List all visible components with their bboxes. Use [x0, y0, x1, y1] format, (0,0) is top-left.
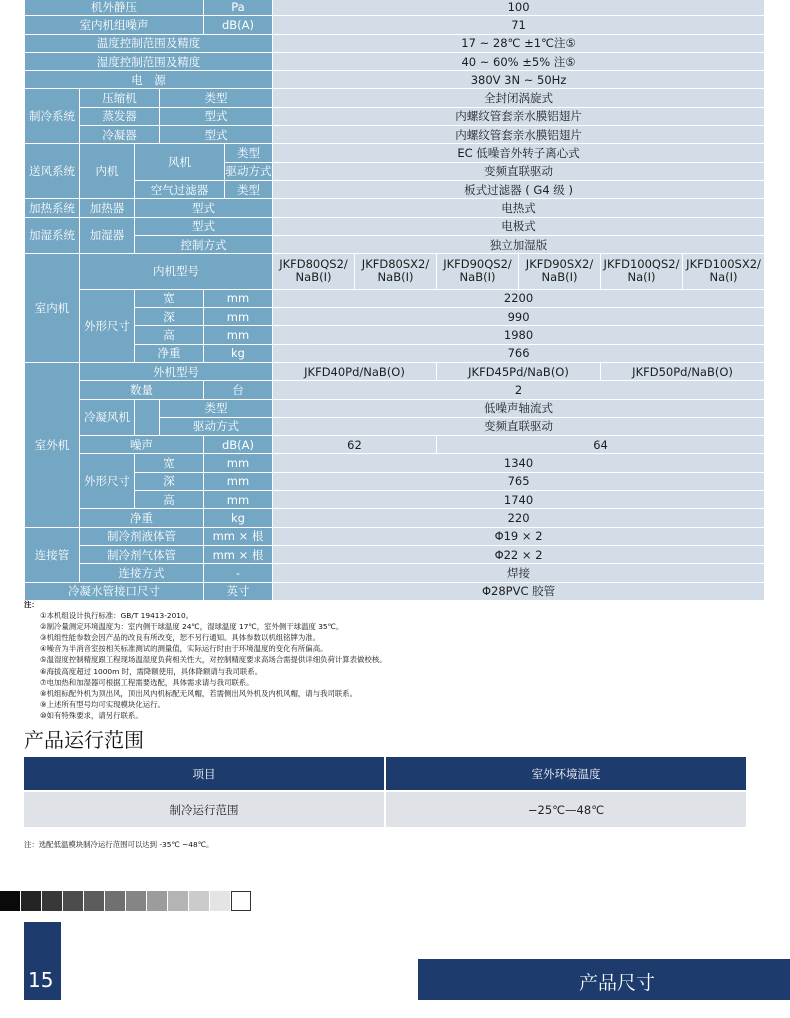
note-item: ③机组性能参数会因产品的改良有所改变，恕不另行通知。具体参数以机组铭牌为准。 — [40, 633, 321, 643]
cell-value: 220 — [273, 509, 765, 527]
note-item: ①本机组设计执行标准：GB/T 19413-2010。 — [40, 611, 194, 621]
table-row — [25, 107, 765, 125]
indoor-model: JKFD100SX2/ Na(I) — [683, 254, 765, 290]
cell-value: 100 — [273, 0, 765, 16]
cell-key: 驱动方式 — [160, 417, 273, 435]
cell-label: 数量 — [80, 381, 204, 399]
cell-label: 冷凝器 — [80, 126, 160, 144]
cell-value: 2200 — [273, 289, 765, 307]
cell-value: 板式过滤器 ( G4 级 ) — [273, 180, 765, 198]
table-row — [25, 472, 765, 490]
cell-value: 17 ~ 28℃ ±1℃注⑤ — [273, 34, 765, 52]
section-title: 产品运行范围 — [24, 728, 144, 752]
group-connecting-pipe: 连接管 — [25, 527, 80, 582]
cell-label: 噪声 — [80, 436, 204, 454]
cell-key: 类型 — [225, 144, 273, 162]
cell-label: 风机 — [135, 144, 225, 181]
cell-value: Φ22 × 2 — [273, 545, 765, 563]
cell-label: 连接方式 — [80, 564, 204, 582]
cell-unit: mm — [204, 472, 273, 490]
cell-value: 低噪声轴流式 — [273, 399, 765, 417]
table-row — [25, 491, 765, 509]
cell-value: 2 — [273, 381, 765, 399]
cell-label: 压缩机 — [80, 89, 160, 107]
note-item: ⑦电加热和加湿器可根据工程需要选配，具体需求请与我司联系。 — [40, 677, 254, 687]
table-row — [25, 71, 765, 89]
column-header: 室外环境温度 — [385, 757, 746, 790]
cell-key: 型式 — [160, 107, 273, 125]
group-cooling: 制冷系统 — [25, 89, 80, 144]
table-row — [24, 792, 746, 827]
table-row — [25, 564, 765, 582]
cell-key: 类型 — [160, 399, 273, 417]
note-item: ②制冷量测定环境温度为：室内侧干球温度 24℃，湿球温度 17℃，室外侧干球温度 35℃。 — [40, 622, 344, 632]
cell-label: 机外静压 — [25, 0, 204, 16]
cell-label: 制冷剂气体管 — [80, 545, 204, 563]
swatch — [210, 891, 230, 911]
cell-label: 冷凝水管接口尺寸 — [25, 582, 204, 600]
cell-value: 独立加湿版 — [273, 235, 765, 253]
table-row — [25, 582, 765, 600]
table-row — [25, 16, 765, 34]
indoor-model: JKFD100QS2/ Na(I) — [601, 254, 683, 290]
cell-value: 全封闭涡旋式 — [273, 89, 765, 107]
cell-value: −25℃—48℃ — [385, 792, 746, 827]
indoor-model: JKFD80QS2/ NaB(I) — [273, 254, 355, 290]
table-row — [25, 527, 765, 545]
cell-label: 制冷剂液体管 — [80, 527, 204, 545]
range-note: 注：选配低温模块制冷运行范围可以达到 -35℃ ~48℃。 — [24, 840, 214, 849]
table-row — [25, 399, 765, 417]
cell-key: 高 — [135, 326, 204, 344]
table-row — [25, 52, 765, 70]
table-row — [25, 144, 765, 162]
cell-value: Φ28PVC 胶管 — [273, 582, 765, 600]
cell-spacer — [135, 399, 160, 436]
indoor-model: JKFD90SX2/ NaB(I) — [519, 254, 601, 290]
notes — [24, 599, 387, 721]
cell-value: 1980 — [273, 326, 765, 344]
cell-label: 冷凝风机 — [80, 399, 135, 436]
cell-value: 变频直联驱动 — [273, 162, 765, 180]
table-row — [25, 235, 765, 253]
swatch — [231, 891, 251, 911]
cell-value: 40 ~ 60% ±5% 注⑤ — [273, 52, 765, 70]
cell-key: 净重 — [80, 509, 204, 527]
swatch — [126, 891, 146, 911]
cell-key: 宽 — [135, 454, 204, 472]
cell-label: 空气过滤器 — [135, 180, 225, 198]
cell-label: 制冷运行范围 — [24, 792, 385, 827]
table-row — [25, 326, 765, 344]
cell-value: EC 低噪音外转子离心式 — [273, 144, 765, 162]
spec-table — [24, 0, 765, 601]
table-row — [25, 0, 765, 16]
cell-unit: 英寸 — [204, 582, 273, 600]
group-outdoor-unit: 室外机 — [25, 362, 80, 527]
cell-key: 控制方式 — [135, 235, 273, 253]
cell-value: 62 — [273, 436, 437, 454]
cell-value: 766 — [273, 344, 765, 362]
cell-label: 电 源 — [25, 71, 273, 89]
cell-value: 380V 3N ~ 50Hz — [273, 71, 765, 89]
swatch — [189, 891, 209, 911]
cell-value: 1740 — [273, 491, 765, 509]
cell-key: 类型 — [225, 180, 273, 198]
cell-key: 高 — [135, 491, 204, 509]
table-row — [25, 289, 765, 307]
page-number: 15 — [28, 968, 54, 992]
cell-value: 71 — [273, 16, 765, 34]
cell-unit: kg — [204, 344, 273, 362]
cell-key: 驱动方式 — [225, 162, 273, 180]
cell-value: 焊接 — [273, 564, 765, 582]
cell-label: 外机型号 — [80, 362, 273, 380]
note-item: ⑧机组标配外机为顶出风，顶出风内机标配无风帽，若需侧出风外机及内机风帽，请与我司联系。 — [40, 688, 358, 698]
cell-label: 蒸发器 — [80, 107, 160, 125]
outdoor-model: JKFD40Pd/NaB(O) — [273, 362, 437, 380]
indoor-model: JKFD90QS2/ NaB(I) — [437, 254, 519, 290]
outdoor-model: JKFD50Pd/NaB(O) — [601, 362, 765, 380]
table-row — [25, 199, 765, 217]
cell-unit: mm — [204, 326, 273, 344]
cell-unit: mm × 根 — [204, 527, 273, 545]
cell-unit: mm × 根 — [204, 545, 273, 563]
table-row — [25, 436, 765, 454]
cell-unit: mm — [204, 289, 273, 307]
table-row — [25, 180, 765, 198]
outdoor-model: JKFD45Pd/NaB(O) — [437, 362, 601, 380]
cell-unit: Pa — [204, 0, 273, 16]
group-heating: 加热系统 — [25, 199, 80, 217]
swatch — [63, 891, 83, 911]
swatch — [168, 891, 188, 911]
swatch — [84, 891, 104, 911]
cell-key: 深 — [135, 308, 204, 326]
swatch — [147, 891, 167, 911]
cell-value: 990 — [273, 308, 765, 326]
table-row — [25, 34, 765, 52]
table-row — [25, 381, 765, 399]
swatch — [21, 891, 41, 911]
cell-label: 加热器 — [80, 199, 135, 217]
notes-list — [24, 610, 387, 721]
column-header: 项目 — [24, 757, 385, 790]
table-row — [25, 126, 765, 144]
cell-value: 电极式 — [273, 217, 765, 235]
cell-unit: mm — [204, 308, 273, 326]
cell-key: 型式 — [160, 126, 273, 144]
table-row — [25, 308, 765, 326]
group-indoor-unit: 室内机 — [25, 254, 80, 363]
cell-unit: dB(A) — [204, 16, 273, 34]
cell-unit: mm — [204, 491, 273, 509]
table-header-row — [24, 757, 746, 790]
cell-value: Φ19 × 2 — [273, 527, 765, 545]
table-row — [25, 344, 765, 362]
note-item: ⑩如有特殊要求，请另行联系。 — [40, 710, 143, 720]
table-row — [25, 89, 765, 107]
cell-label: 内机 — [80, 144, 135, 199]
table-row — [25, 509, 765, 527]
cell-value: 1340 — [273, 454, 765, 472]
table-row — [25, 454, 765, 472]
cell-key: 型式 — [135, 199, 273, 217]
cell-key: 深 — [135, 472, 204, 490]
cell-label: 外形尺寸 — [80, 289, 135, 362]
swatch — [42, 891, 62, 911]
cell-label: 外形尺寸 — [80, 454, 135, 509]
notes-title: 注： — [24, 600, 39, 609]
note-item: ⑨上述所有型号均可实现模块化运行。 — [40, 699, 165, 709]
cell-unit: kg — [204, 509, 273, 527]
cell-label: 温度控制范围及精度 — [25, 34, 273, 52]
cell-label: 内机型号 — [80, 254, 273, 290]
cell-key: 净重 — [135, 344, 204, 362]
operating-range-table — [24, 757, 746, 827]
group-air-supply: 送风系统 — [25, 144, 80, 199]
table-row — [25, 362, 765, 380]
cell-key: 宽 — [135, 289, 204, 307]
cell-unit: 台 — [204, 381, 273, 399]
group-humidifying: 加湿系统 — [25, 217, 80, 254]
cell-label: 加湿器 — [80, 217, 135, 254]
cell-label: 室内机组噪声 — [25, 16, 204, 34]
cell-unit: - — [204, 564, 273, 582]
grayscale-swatch-bar — [0, 891, 252, 911]
section-banner — [418, 959, 790, 1000]
cell-value: 64 — [437, 436, 765, 454]
note-item: ④噪音为半消音室按相关标准测试的测量值，实际运行时由于环境温度的变化有所偏高。 — [40, 644, 328, 654]
banner-title: 产品尺寸 — [579, 972, 656, 994]
swatch — [0, 891, 20, 911]
cell-value: 内螺纹管套亲水膜铝翅片 — [273, 107, 765, 125]
swatch — [105, 891, 125, 911]
indoor-model: JKFD80SX2/ NaB(I) — [355, 254, 437, 290]
page-number-box — [24, 922, 61, 1000]
cell-key: 型式 — [135, 217, 273, 235]
cell-value: 变频直联驱动 — [273, 417, 765, 435]
table-row — [25, 254, 765, 290]
table-row — [25, 545, 765, 563]
table-row — [25, 217, 765, 235]
cell-value: 电热式 — [273, 199, 765, 217]
note-item: ⑤温湿度控制精度跟工程现场温湿度负荷相关性大，对控制精度要求高场合需提供详细负荷计算表做校核。 — [40, 655, 387, 665]
cell-key: 类型 — [160, 89, 273, 107]
cell-unit: mm — [204, 454, 273, 472]
cell-label: 湿度控制范围及精度 — [25, 52, 273, 70]
note-item: ⑥海拔高度超过 1000m 时，需降额使用，具体降额请与我司联系。 — [40, 666, 263, 676]
cell-unit: dB(A) — [204, 436, 273, 454]
cell-value: 内螺纹管套亲水膜铝翅片 — [273, 126, 765, 144]
cell-value: 765 — [273, 472, 765, 490]
